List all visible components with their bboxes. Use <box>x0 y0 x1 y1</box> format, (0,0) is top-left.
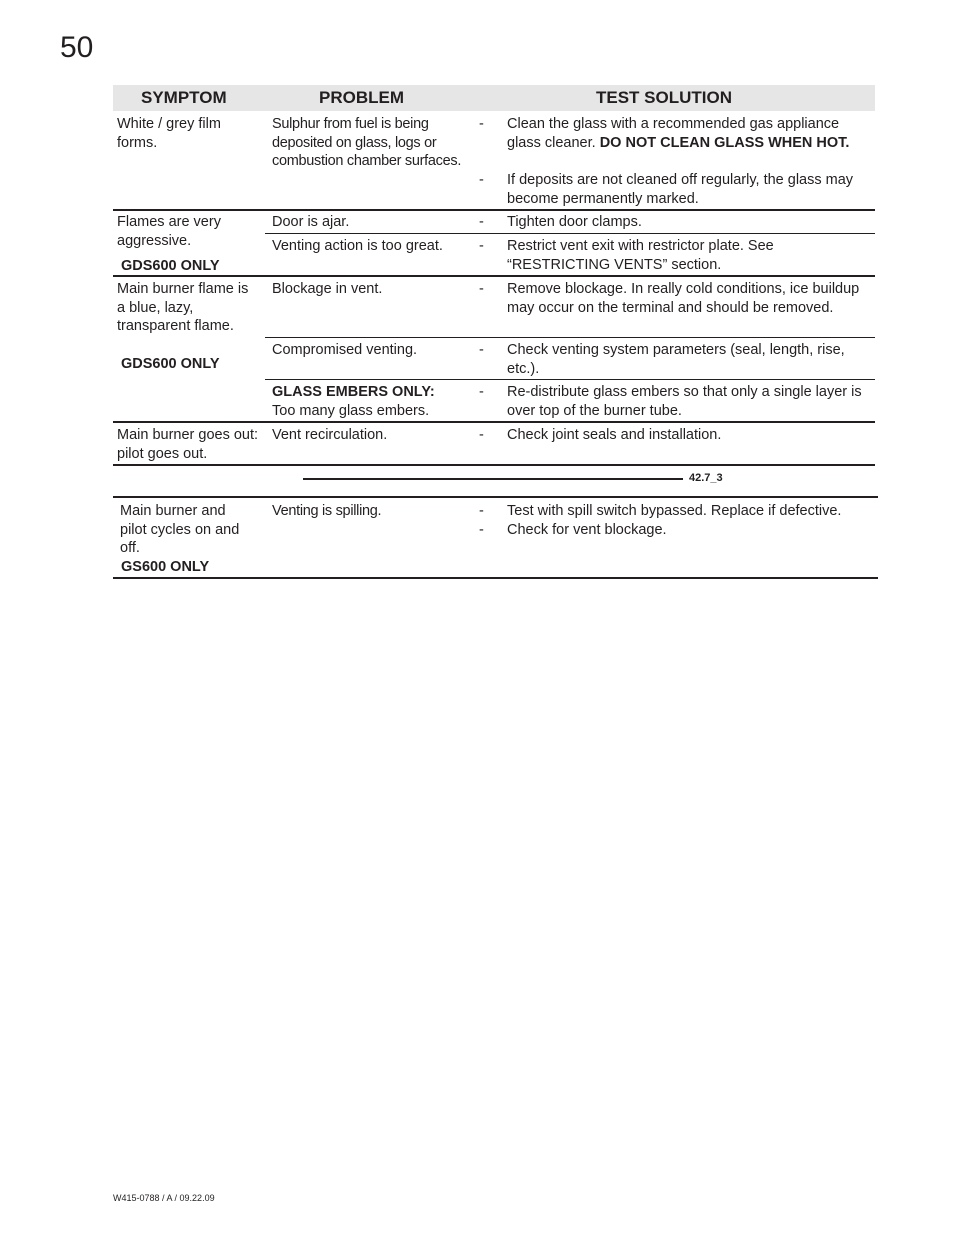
row5-problem: Venting is spilling. <box>272 503 382 519</box>
row-divider <box>113 275 875 277</box>
row4-dash: - <box>479 427 484 443</box>
row3-problem-3-text: Too many glass embers. <box>272 402 430 419</box>
row3-dash-2: - <box>479 342 484 358</box>
sub-row-divider <box>265 233 875 234</box>
sub-row-divider <box>265 337 875 338</box>
row-divider <box>113 209 875 211</box>
row1-dash-1: - <box>479 116 484 132</box>
row3-problem-2: Compromised venting. <box>272 342 418 358</box>
row3-problem-1: Blockage in vent. <box>272 281 383 297</box>
row5-dash-2: - <box>479 522 484 538</box>
figure-label: 42.7_3 <box>689 472 723 484</box>
row3-symptom: Main burner flame is a blue, lazy, transparent flame. <box>117 281 249 335</box>
row3-problem-3 <box>272 383 472 420</box>
row1-dash-2: - <box>479 172 484 188</box>
row4-solution: Check joint seals and installation. <box>507 427 722 443</box>
header-symptom: SYMPTOM <box>141 88 227 107</box>
row3-dash-1: - <box>479 281 484 297</box>
row1-solution-1 <box>507 115 873 152</box>
row2-solution-2: Restrict vent exit with restrictor plate. See “RESTRICTING VENTS” section. <box>507 238 774 273</box>
row-divider <box>113 496 878 498</box>
page-number: 50 <box>60 31 94 64</box>
row4-problem: Vent recirculation. <box>272 427 388 443</box>
row-divider <box>113 577 878 579</box>
row1-solution-2: If deposits are not cleaned off regularly, the glass may become permanently marked. <box>507 172 854 207</box>
row1-symptom: White / grey film forms. <box>117 116 221 151</box>
row3-problem-3-label: GLASS EMBERS ONLY: <box>272 384 435 400</box>
row5-solution-2: Check for vent blockage. <box>507 522 667 538</box>
row-divider <box>113 464 875 466</box>
document-footer: W415-0788 / A / 09.22.09 <box>113 1193 215 1203</box>
header-problem: PROBLEM <box>319 88 404 107</box>
row5-symptom: Main burner and pilot cycles on and off. <box>120 503 240 557</box>
row1-solution-1-text: Clean the glass with a recommended gas appliance glass cleaner. <box>507 116 840 151</box>
figure-reference-line <box>303 478 683 480</box>
row3-dash-3: - <box>479 384 484 400</box>
row2-symptom: Flames are very aggressive. <box>117 214 221 249</box>
sub-row-divider <box>265 379 875 380</box>
row2-problem-1: Door is ajar. <box>272 214 350 230</box>
row1-solution-1-warning: DO NOT CLEAN GLASS WHEN HOT. <box>599 134 850 151</box>
table-header-bar <box>113 85 875 111</box>
row5-solution-1: Test with spill switch bypassed. Replace if defective. <box>507 503 842 519</box>
row5-dash-1: - <box>479 503 484 519</box>
row3-symptom-note: GDS600 ONLY <box>121 356 220 372</box>
row3-solution-3: Re-distribute glass embers so that only a single layer is over top of the burner tube. <box>507 384 862 419</box>
row-divider <box>113 421 875 423</box>
row2-dash-1: - <box>479 214 484 230</box>
row4-symptom: Main burner goes out: pilot goes out. <box>117 427 259 462</box>
row2-symptom-note: GDS600 ONLY <box>121 258 220 274</box>
row3-solution-2: Check venting system parameters (seal, length, rise, etc.). <box>507 342 845 377</box>
header-test-solution: TEST SOLUTION <box>596 88 732 107</box>
row2-dash-2: - <box>479 238 484 254</box>
row1-problem: Sulphur from fuel is being deposited on glass, logs or combustion chamber surfaces. <box>272 116 462 170</box>
row5-symptom-note: GS600 ONLY <box>121 559 210 575</box>
row3-solution-1: Remove blockage. In really cold conditions, ice buildup may occur on the terminal and should be removed. <box>507 281 860 316</box>
row2-problem-2: Venting action is too great. <box>272 238 443 254</box>
row2-solution-1: Tighten door clamps. <box>507 214 642 230</box>
